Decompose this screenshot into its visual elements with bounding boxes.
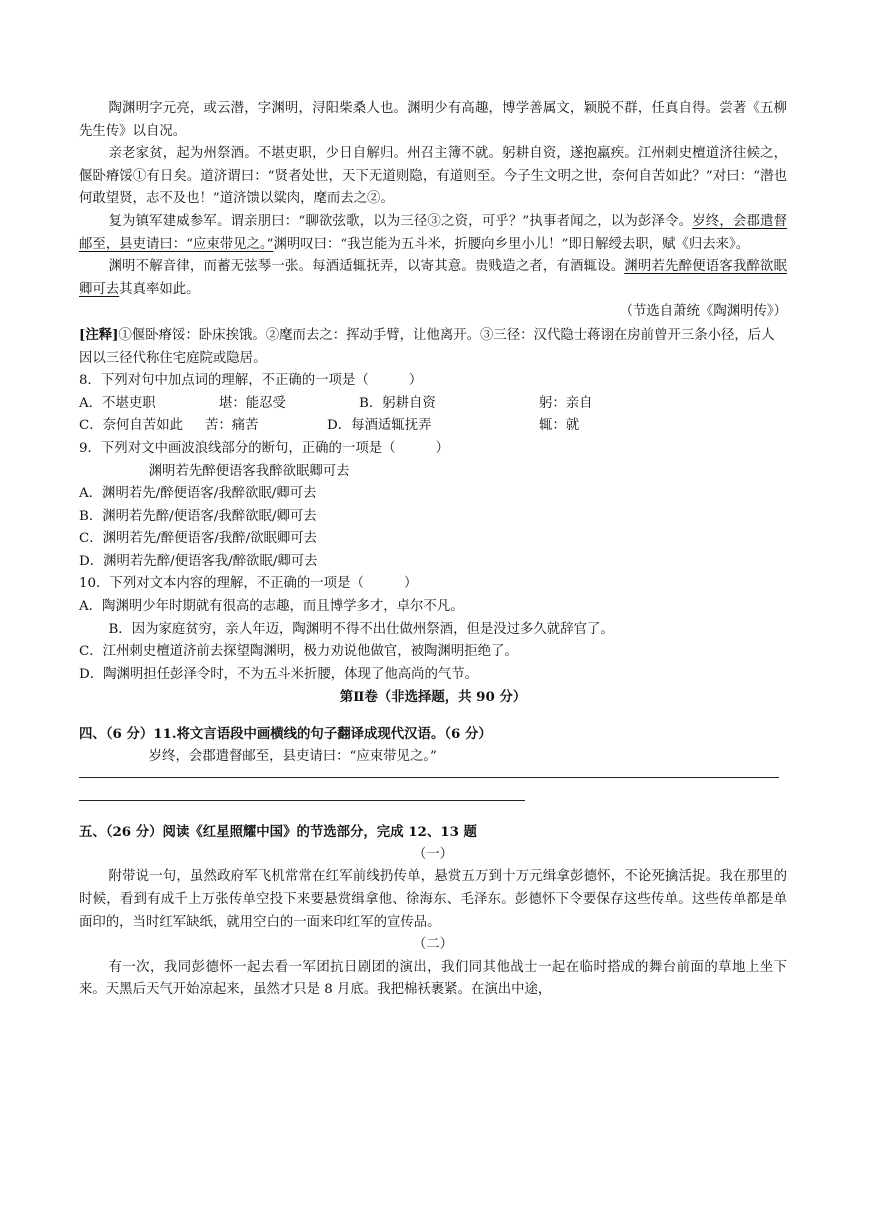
wavy-underlined-sentence: 渊明若先醉便语客我醉欲眠卿可去: [79, 259, 788, 297]
passage-p4-text-a: 渊明不解音律，而蓄无弦琴一张。每酒适辄抚弄，以寄其意。贵贱造之者，有酒辄设。: [108, 259, 625, 275]
q10-option-c: C．江州刺史檀道济前去探望陶渊明，极力劝说他做官，被陶渊明拒绝了。: [79, 644, 518, 660]
part-1-text: 附带说一句，虽然政府军飞机常常在红军前线扔传单，悬赏五万到十万元缉拿彭德怀，不论死擒活捉。我在那里的时候，看到有成千上万张传单空投下来要悬赏缉拿他、徐海东、毛泽东。彭德怀下令要保存这些传单。这些传单都是单面印的，当时红军缺纸，就用空白的一面来印红军的宣传品。: [79, 869, 787, 930]
q8-option-a-gloss: 堪：能忍受: [219, 395, 286, 411]
part-1-label: （一）: [412, 846, 454, 862]
q10-stem: 10．下列对文本内容的理解，不正确的一项是（ ）: [79, 576, 418, 592]
spacer: [79, 801, 787, 821]
q10-option-a: A．陶渊明少年时期就有很高的志趣，而且博学多才，卓尔不凡。: [79, 599, 464, 615]
q9-option-a: A．渊明若先/醉便语客/我醉欲眠/卿可去: [79, 486, 317, 502]
q8-option-c: C．奈何自苦如此: [79, 418, 183, 434]
section-4-sentence: 岁终，会郡遣督邮至，县吏请曰：“应束带见之。”: [148, 748, 437, 764]
q8-options-ab: [79, 393, 787, 416]
q9-option-d: D．渊明若先醉/便语客我/醉欲眠/卿可去: [79, 553, 318, 569]
passage-paragraph-2: 亲老家贫，起为州祭酒。不堪吏职，少日自解归。州召主簿不就。躬耕自资，遂抱羸疾。江州刺史檀道济往候之，偃卧瘠馁①有日矣。道济谓曰：“贤者处世，天下无道则隐，有道则至。今子生文明之世，奈何自苦如此？”对曰：“潜也何敢望贤，志不及也！”道济馈以粱肉，麾而去之②。: [79, 146, 787, 207]
volume-2-title: 第Ⅱ卷（非选择题，共 90 分）: [339, 689, 527, 706]
notes-text: ①偃卧瘠馁：卧床挨饿。②麾而去之：挥动手臂，让他离开。③三径：汉代隐士蒋诩在房前曾开三条小径，后人因以三径代称住宅庭院或隐居。: [79, 327, 775, 366]
section-4-heading: 四、（6 分）11.将文言语段中画横线的句子翻译成现代汉语。（6 分）: [79, 726, 492, 743]
underlined-sentence: 岁终，会郡遣督邮至，县吏请曰：“应束带见之。”: [79, 213, 787, 252]
passage-paragraph-1: 陶渊明字元亮，或云潜，字渊明，浔阳柴桑人也。渊明少有高趣，博学善属文，颖脱不群，任真自得。尝著《五柳先生传》以自况。: [79, 101, 787, 139]
passage-source: （节选自萧统《陶渊明传》）: [619, 304, 787, 320]
spacer: [79, 768, 787, 777]
part-2-label: （二）: [412, 937, 454, 953]
q8-stem: 8．下列对句中加点词的理解，不正确的一项是（ ）: [79, 373, 423, 389]
exam-page: [79, 98, 787, 1002]
notes: [79, 324, 787, 370]
q8-options-cd: [79, 415, 787, 438]
q9-option-b: B．渊明若先醉/便语客/我醉欲眠/卿可去: [79, 508, 317, 524]
notes-label: [注释]: [79, 326, 119, 343]
q8-option-b: B．躬耕自资: [359, 395, 436, 411]
q9-option-c: C．渊明若先/醉便语客/我醉/欲眠卿可去: [79, 531, 318, 547]
section-5-heading: 五、（26 分）阅读《红星照耀中国》的节选部分，完成 12、13 题: [79, 824, 477, 841]
q9-sentence: 渊明若先醉便语客我醉欲眠卿可去: [148, 463, 350, 479]
q8-option-d: D．每酒适辄抚弄: [327, 418, 432, 434]
passage-p4-text-b: 其真率如此。: [119, 281, 200, 297]
spacer: [79, 709, 787, 723]
q8-option-a: A．不堪吏职: [79, 395, 156, 411]
q10-option-b: B．因为家庭贫穷，亲人年迈，陶渊明不得不出仕做州祭酒，但是没过多久就辞官了。: [108, 621, 614, 637]
q8-option-c-gloss: 苦：痛苦: [205, 418, 259, 434]
passage-paragraph-4: [79, 256, 787, 301]
passage-paragraph-3: [79, 211, 787, 256]
q9-stem: 9．下列对文中画波浪线部分的断句，正确的一项是（ ）: [79, 440, 450, 456]
q10-option-d: D．陶渊明担任彭泽令时，不为五斗米折腰，体现了他高尚的气节。: [79, 666, 479, 682]
q8-option-b-gloss: 躬：亲自: [539, 395, 593, 411]
spacer: [79, 778, 787, 800]
q8-option-d-gloss: 辄：就: [539, 418, 580, 434]
passage-p3-text-b: 渊明叹曰：“我岂能为五斗米，折腰向乡里小儿！”即日解绶去职，赋《归去来》。: [273, 236, 750, 252]
part-2-text: 有一次，我同彭德怀一起去看一军团抗日剧团的演出，我们同其他战士一起在临时搭成的舞台前面的草地上坐下来。天黑后天气开始凉起来，虽然才只是 8 月底。我把棉袄裹紧。在演出中途，: [79, 959, 787, 998]
passage-p3-text-a: 复为镇军建威参军。谓亲朋曰：“聊欲弦歌，以为三径③之资，可乎？”执事者闻之，以为彭泽令。: [108, 213, 693, 229]
